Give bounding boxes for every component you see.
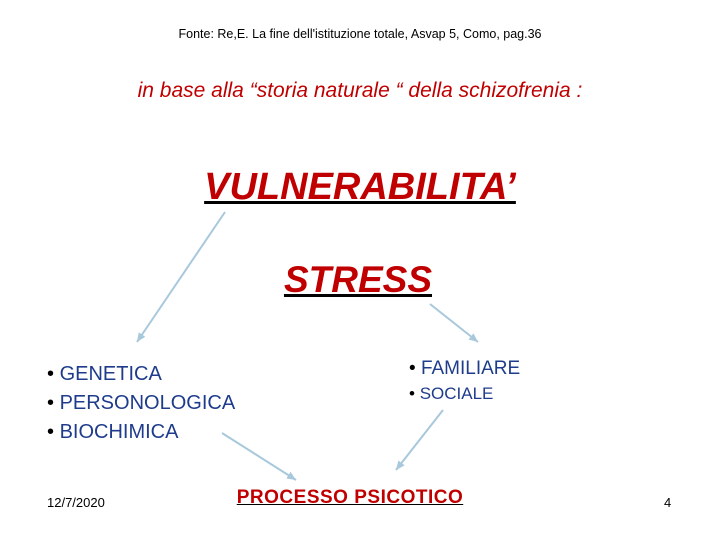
- list-item-sociale: • SOCIALE: [409, 381, 520, 406]
- list-item-personologica: • PERSONOLOGICA: [47, 389, 235, 418]
- arrow-right-factors-to-outcome: [396, 410, 443, 470]
- list-item-genetica: • GENETICA: [47, 360, 235, 389]
- vulnerability-heading: VULNERABILITA’: [204, 166, 516, 208]
- outcome-label: PROCESSO PSICOTICO: [236, 487, 464, 508]
- source-citation: Fonte: Re,E. La fine dell'istituzione totale, Asvap 5, Como, pag.36: [178, 27, 542, 41]
- list-item-familiare: • FAMILIARE: [409, 356, 520, 381]
- stress-heading: STRESS: [283, 259, 433, 300]
- vulnerability-factors-list: [47, 360, 235, 447]
- stress-factors-list: [409, 356, 520, 406]
- list-item-biochimica: • BIOCHIMICA: [47, 418, 235, 447]
- arrow-stress-to-right-factors: [430, 304, 478, 342]
- slide-date: 12/7/2020: [47, 495, 105, 510]
- intro-text: in base alla “storia naturale “ della schizofrenia :: [137, 79, 583, 102]
- slide-page-number: 4: [664, 495, 672, 510]
